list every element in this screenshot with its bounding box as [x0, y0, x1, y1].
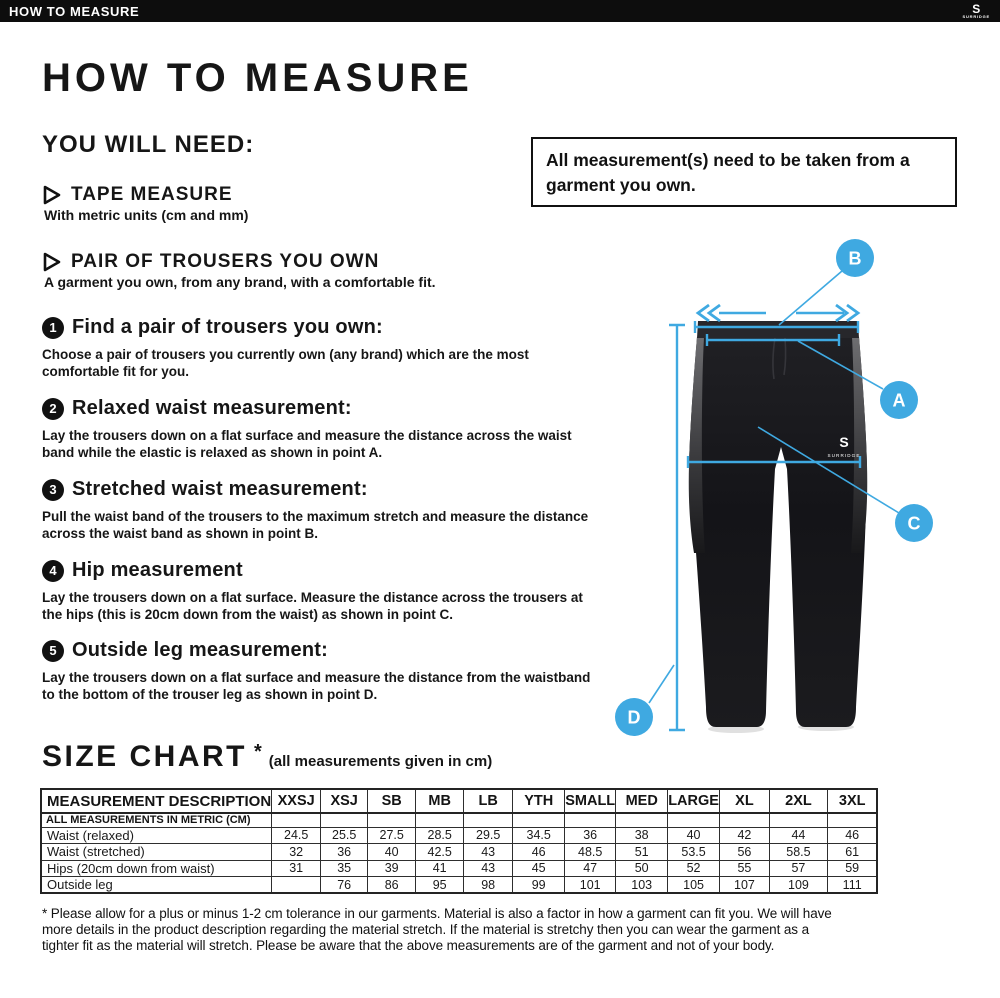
value-cell: 48.5: [565, 844, 616, 861]
table-row: [41, 827, 877, 844]
value-cell: 76: [321, 877, 368, 894]
value-cell: [272, 877, 321, 894]
leader-line-d: [649, 665, 674, 703]
empty-cell: [827, 813, 877, 827]
step-number-badge: 1: [42, 317, 64, 339]
need-item-title: TAPE MEASURE: [71, 184, 233, 205]
need-item-title: PAIR OF TROUSERS YOU OWN: [71, 251, 380, 272]
value-cell: 57: [769, 860, 827, 877]
value-cell: 36: [321, 844, 368, 861]
value-cell: 24.5: [272, 827, 321, 844]
column-header-size: MED: [616, 789, 668, 813]
step-3: [42, 478, 598, 542]
empty-cell: [769, 813, 827, 827]
surridge-logo-mark: S: [972, 1, 981, 16]
size-chart-title: SIZE CHART: [42, 740, 247, 773]
size-chart-header-row: [41, 789, 877, 813]
value-cell: 28.5: [416, 827, 464, 844]
size-chart-asterisk: *: [254, 741, 262, 763]
value-cell: 56: [719, 844, 769, 861]
surridge-logo: [962, 1, 992, 19]
value-cell: 51: [616, 844, 668, 861]
value-cell: 47: [565, 860, 616, 877]
trousers-logo-mark: S: [839, 434, 849, 450]
value-cell: 45: [513, 860, 565, 877]
value-cell: 32: [272, 844, 321, 861]
step-body: Lay the trousers down on a flat surface and measure the distance across the waist band while the elastic is relaxed as shown in point A.: [42, 428, 572, 460]
step-number-badge: 2: [42, 398, 64, 420]
value-cell: 105: [668, 877, 720, 894]
step-title: Stretched waist measurement:: [72, 478, 368, 500]
value-cell: 41: [416, 860, 464, 877]
value-cell: 103: [616, 877, 668, 894]
need-item-desc: A garment you own, from any brand, with a comfortable fit.: [44, 274, 436, 290]
column-header-size: XXSJ: [272, 789, 321, 813]
value-cell: 46: [827, 827, 877, 844]
value-cell: 53.5: [668, 844, 720, 861]
empty-cell: [616, 813, 668, 827]
column-header-size: SB: [368, 789, 416, 813]
footnote-line: more details in the product description regarding the material stretch. If the material is stretchy then you can wear the garment as a: [42, 922, 809, 937]
metric-note: ALL MEASUREMENTS IN METRIC (CM): [41, 813, 272, 827]
top-bar-title: HOW TO MEASURE: [9, 3, 140, 19]
value-cell: 61: [827, 844, 877, 861]
step-body: Lay the trousers down on a flat surface. Measure the distance across the trousers at the hips (this is 20cm down from the waist) as shown in point C.: [42, 590, 583, 622]
empty-cell: [321, 813, 368, 827]
leader-line-b: [779, 271, 842, 325]
need-item-tape-measure: [42, 184, 233, 206]
value-cell: 42: [719, 827, 769, 844]
arrow-left-icon: [698, 305, 720, 321]
table-row: [41, 860, 877, 877]
value-cell: 34.5: [513, 827, 565, 844]
footnote-line: tighter fit as the material will stretch. Please be aware that the above measurements are of the garment and not of your body.: [42, 938, 775, 953]
empty-cell: [719, 813, 769, 827]
step-body: Lay the trousers down on a flat surface and measure the distance from the waistband to the bottom of the trouser leg as shown in point D.: [42, 670, 591, 702]
column-header-size: 2XL: [769, 789, 827, 813]
footnote: [42, 906, 952, 954]
step-title: Relaxed waist measurement:: [72, 397, 352, 419]
empty-cell: [668, 813, 720, 827]
surridge-logo-text: SURRIDGE: [962, 13, 990, 19]
empty-cell: [464, 813, 513, 827]
table-row: [41, 844, 877, 861]
value-cell: 27.5: [368, 827, 416, 844]
measure-point-label-a: A: [892, 390, 906, 411]
value-cell: 31: [272, 860, 321, 877]
value-cell: 42.5: [416, 844, 464, 861]
value-cell: 86: [368, 877, 416, 894]
need-item-trousers: [42, 251, 379, 273]
notice-box: [531, 137, 957, 207]
trousers-body: [689, 337, 867, 727]
value-cell: 43: [464, 860, 513, 877]
value-cell: 52: [668, 860, 720, 877]
step-title: Find a pair of trousers you own:: [72, 316, 383, 338]
step-number-badge: 5: [42, 640, 64, 662]
step-body: Pull the waist band of the trousers to the maximum stretch and measure the distance across the waist band as shown in point B.: [42, 509, 589, 541]
step-5: [42, 639, 598, 703]
measure-point-label-b: B: [848, 248, 862, 269]
top-bar: [0, 0, 1000, 22]
step-number-badge: 3: [42, 479, 64, 501]
step-title: Hip measurement: [72, 559, 243, 581]
column-header-description: MEASUREMENT DESCRIPTION: [41, 789, 272, 813]
value-cell: 98: [464, 877, 513, 894]
value-cell: 50: [616, 860, 668, 877]
value-cell: 29.5: [464, 827, 513, 844]
step-4: [42, 559, 598, 623]
column-header-size: XL: [719, 789, 769, 813]
value-cell: 40: [668, 827, 720, 844]
column-header-size: SMALL: [565, 789, 616, 813]
value-cell: 43: [464, 844, 513, 861]
value-cell: 111: [827, 877, 877, 894]
size-chart-subtitle: (all measurements given in cm): [268, 753, 493, 770]
row-label: Waist (relaxed): [41, 827, 272, 844]
value-cell: 39: [368, 860, 416, 877]
value-cell: 25.5: [321, 827, 368, 844]
empty-cell: [513, 813, 565, 827]
value-cell: 38: [616, 827, 668, 844]
play-triangle-icon: [42, 252, 62, 272]
value-cell: 107: [719, 877, 769, 894]
column-header-size: LB: [464, 789, 513, 813]
value-cell: 35: [321, 860, 368, 877]
value-cell: 55: [719, 860, 769, 877]
value-cell: 58.5: [769, 844, 827, 861]
need-item-desc: With metric units (cm and mm): [44, 207, 249, 223]
play-triangle-icon: [42, 185, 62, 205]
row-label: Hips (20cm down from waist): [41, 860, 272, 877]
empty-cell: [565, 813, 616, 827]
size-chart-metric-row: [41, 813, 877, 827]
waistband: [697, 321, 859, 338]
empty-cell: [416, 813, 464, 827]
row-label: Waist (stretched): [41, 844, 272, 861]
measure-point-label-d: D: [627, 707, 641, 728]
value-cell: 109: [769, 877, 827, 894]
size-chart-heading: [42, 740, 492, 774]
table-row: [41, 877, 877, 894]
column-header-size: 3XL: [827, 789, 877, 813]
value-cell: 101: [565, 877, 616, 894]
step-number-badge: 4: [42, 560, 64, 582]
value-cell: 46: [513, 844, 565, 861]
column-header-size: LARGE: [668, 789, 720, 813]
step-title: Outside leg measurement:: [72, 639, 328, 661]
empty-cell: [368, 813, 416, 827]
column-header-size: MB: [416, 789, 464, 813]
column-header-size: XSJ: [321, 789, 368, 813]
step-body: Choose a pair of trousers you currently own (any brand) which are the most comfortable fit for you.: [42, 347, 529, 379]
value-cell: 99: [513, 877, 565, 894]
step-1: [42, 316, 598, 380]
page-title: HOW TO MEASURE: [42, 56, 473, 100]
trousers-diagram: [608, 237, 944, 742]
row-label: Outside leg: [41, 877, 272, 894]
value-cell: 36: [565, 827, 616, 844]
notice-text: All measurement(s) need to be taken from a garment you own.: [546, 150, 910, 195]
you-will-need-heading: YOU WILL NEED:: [42, 131, 255, 158]
measure-point-label-c: C: [907, 513, 921, 534]
column-header-size: YTH: [513, 789, 565, 813]
value-cell: 40: [368, 844, 416, 861]
step-2: [42, 397, 598, 461]
size-chart-body: [41, 789, 877, 893]
value-cell: 59: [827, 860, 877, 877]
size-chart-table: [40, 788, 878, 894]
trousers-logo-text: SURRIDGE: [827, 453, 861, 458]
value-cell: 44: [769, 827, 827, 844]
empty-cell: [272, 813, 321, 827]
value-cell: 95: [416, 877, 464, 894]
footnote-line: * Please allow for a plus or minus 1-2 cm tolerance in our garments. Material is also a factor in how a garment can fit you. We will have: [42, 906, 832, 921]
